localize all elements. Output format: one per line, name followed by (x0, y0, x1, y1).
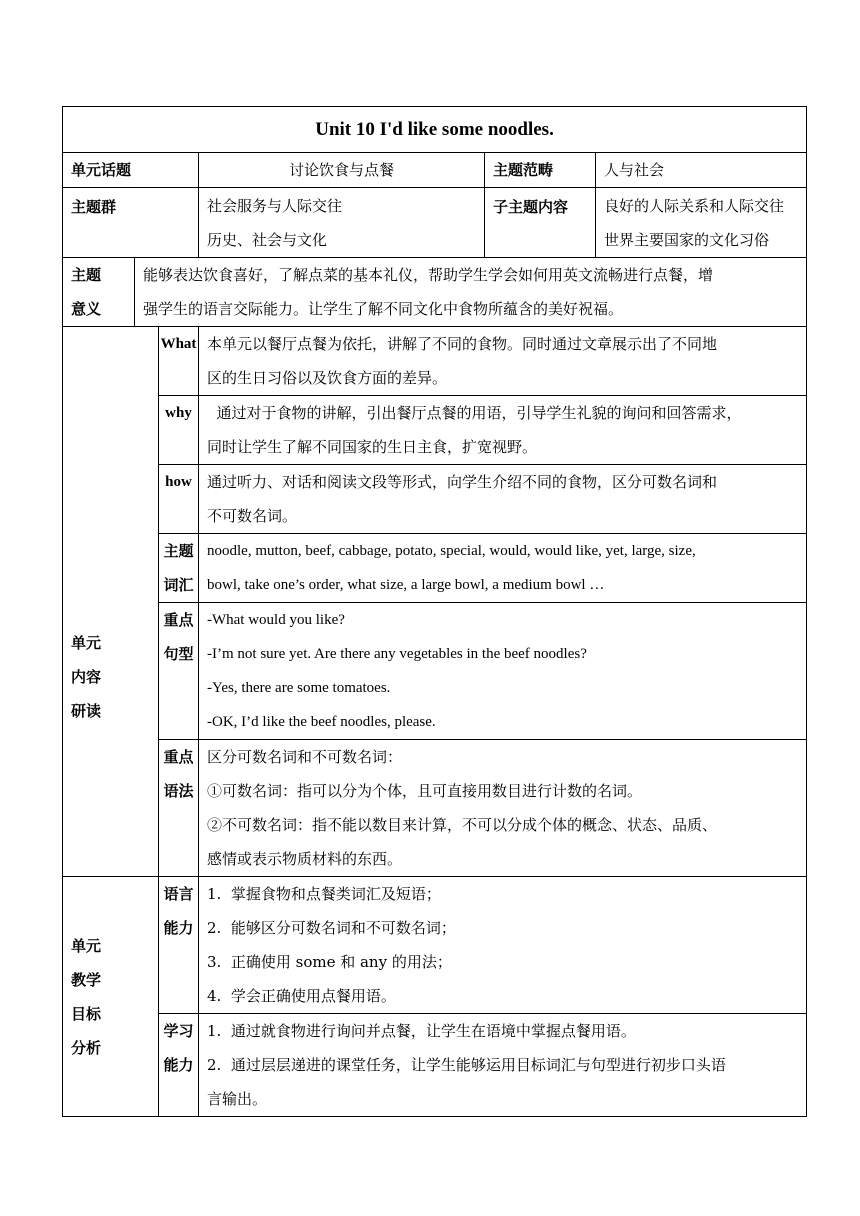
meaning-row (63, 258, 807, 327)
learning-ability-line-1: 1. 通过就食物进行询问并点餐，让学生在语境中掌握点餐用语。 (207, 1022, 636, 1040)
vocab-line-1: noodle, mutton, beef, cabbage, potato, special, would, would like, yet, large, size, (207, 543, 696, 559)
grammar-line-3: ②不可数名词：指不能以数目来计算，不可以分成个体的概念、状态、品质、 (207, 816, 718, 834)
grammar-line-1: 区分可数名词和不可数名词： (207, 748, 403, 766)
why-label: why (159, 396, 199, 465)
learning-ability-row (63, 1014, 807, 1117)
learning-ability-line-3: 言输出。 (207, 1090, 268, 1108)
vocab-label (159, 534, 199, 603)
meaning-text (135, 258, 807, 327)
goals-label-line-1: 单元 (71, 936, 102, 955)
meaning-label-line-1: 主题 (71, 266, 102, 284)
sub-theme-value (596, 188, 807, 258)
sentence-label-line-2: 句型 (163, 645, 194, 663)
sub-theme-line-1: 良好的人际关系和人际交往 (604, 196, 785, 215)
sub-theme-line-2: 世界主要国家的文化习俗 (604, 230, 770, 249)
why-line-1: 通过对于食物的讲解，引出餐厅点餐的用语，引导学生礼貌的询问和回答需求， (207, 404, 742, 422)
topic-label: 单元话题 (63, 153, 199, 188)
language-ability-line-2: 2. 能够区分可数名词和不可数名词； (207, 919, 456, 937)
sentence-line-2: -I’m not sure yet. Are there any vegetables in the beef noodles? (207, 646, 587, 662)
what-line-2: 区的生日习俗以及饮食方面的差异。 (207, 369, 448, 387)
grammar-line-4: 感情或表示物质材料的东西。 (207, 850, 403, 868)
sentence-row (63, 603, 807, 740)
language-ability-label-line-2: 能力 (163, 919, 194, 937)
meaning-line-1: 能够表达饮食喜好，了解点菜的基本礼仪，帮助学生学会如何用英文流畅进行点餐，增 (143, 266, 714, 284)
study-label (63, 327, 159, 877)
sub-theme-label: 子主题内容 (485, 188, 596, 258)
vocab-label-line-1: 主题 (163, 542, 194, 560)
language-ability-text (199, 877, 807, 1014)
language-ability-row (63, 877, 807, 1014)
vocab-row (63, 534, 807, 603)
language-ability-label-line-1: 语言 (163, 885, 194, 903)
grammar-label-line-2: 语法 (163, 782, 194, 800)
study-label-line-2: 内容 (71, 667, 102, 686)
meaning-label (63, 258, 135, 327)
sentence-line-3: -Yes, there are some tomatoes. (207, 680, 391, 696)
meaning-label-line-2: 意义 (71, 300, 102, 318)
language-ability-line-3: 3. 正确使用 some 和 any 的用法； (207, 953, 452, 971)
how-text (199, 465, 807, 534)
grammar-row (63, 740, 807, 877)
sentence-line-1: -What would you like? (207, 612, 345, 628)
theme-group-line-2: 历史、社会与文化 (207, 230, 328, 249)
learning-ability-label-line-1: 学习 (163, 1022, 194, 1040)
theme-group-line-1: 社会服务与人际交往 (207, 196, 343, 215)
language-ability-line-1: 1. 掌握食物和点餐类词汇及短语； (207, 885, 441, 903)
vocab-label-line-2: 词汇 (163, 576, 194, 594)
category-value: 人与社会 (596, 153, 807, 188)
grammar-label (159, 740, 199, 877)
study-label-line-1: 单元 (71, 633, 102, 652)
goals-label-line-4: 分析 (71, 1038, 102, 1057)
vocab-text (199, 534, 807, 603)
learning-ability-line-2: 2. 通过层层递进的课堂任务，让学生能够运用目标词汇与句型进行初步口头语 (207, 1056, 726, 1074)
goals-label-line-3: 目标 (71, 1004, 102, 1023)
what-label: What (159, 327, 199, 396)
grammar-line-2: ①可数名词：指可以分为个体，且可直接用数目进行计数的名词。 (207, 782, 643, 800)
sentence-text (199, 603, 807, 740)
category-label: 主题范畴 (485, 153, 596, 188)
why-row (63, 396, 807, 465)
language-ability-label (159, 877, 199, 1014)
what-text (199, 327, 807, 396)
unit-title: Unit 10 I'd like some noodles. (63, 107, 807, 153)
meaning-line-2: 强学生的语言交际能力。让学生了解不同文化中食物所蕴含的美好祝福。 (143, 300, 624, 318)
unit-plan-table (62, 106, 807, 1117)
learning-ability-label (159, 1014, 199, 1117)
study-label-line-3: 研读 (71, 701, 102, 720)
vocab-line-2: bowl, take one’s order, what size, a large bowl, a medium bowl … (207, 577, 605, 593)
why-line-2: 同时让学生了解不同国家的生日主食，扩宽视野。 (207, 438, 538, 456)
topic-value: 讨论饮食与点餐 (199, 153, 485, 188)
sentence-label-line-1: 重点 (163, 611, 194, 629)
theme-group-value (199, 188, 485, 258)
what-row (63, 327, 807, 396)
theme-group-row (63, 188, 807, 258)
sentence-line-4: -OK, I’d like the beef noodles, please. (207, 714, 436, 730)
learning-ability-text (199, 1014, 807, 1117)
how-line-1: 通过听力、对话和阅读文段等形式，向学生介绍不同的食物，区分可数名词和 (207, 473, 718, 491)
theme-group-label: 主题群 (63, 188, 199, 258)
title-row (63, 107, 807, 153)
sentence-label (159, 603, 199, 740)
grammar-label-line-1: 重点 (163, 748, 194, 766)
goals-label (63, 877, 159, 1117)
goals-label-line-2: 教学 (71, 970, 102, 989)
topic-row (63, 153, 807, 188)
how-label: how (159, 465, 199, 534)
learning-ability-label-line-2: 能力 (163, 1056, 194, 1074)
how-line-2: 不可数名词。 (207, 507, 298, 525)
what-line-1: 本单元以餐厅点餐为依托，讲解了不同的食物。同时通过文章展示出了不同地 (207, 335, 718, 353)
language-ability-line-4: 4. 学会正确使用点餐用语。 (207, 987, 396, 1005)
how-row (63, 465, 807, 534)
why-text (199, 396, 807, 465)
grammar-text (199, 740, 807, 877)
